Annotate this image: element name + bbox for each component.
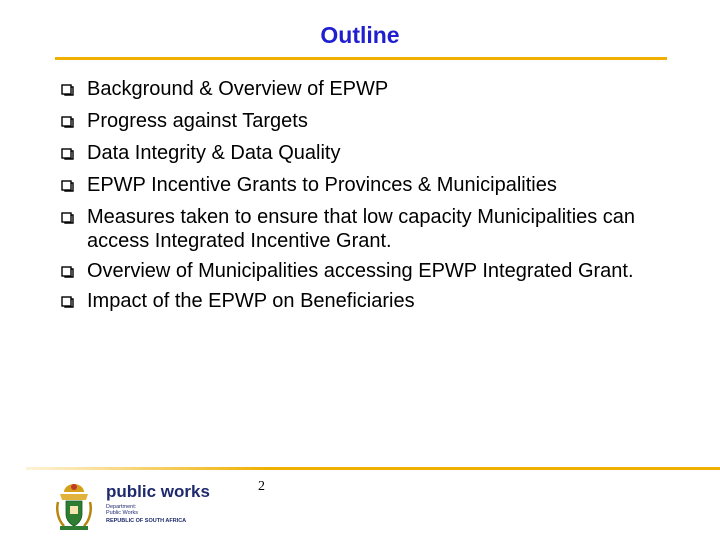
hollow-square-bullet-icon <box>61 147 74 160</box>
list-item-text: Impact of the EPWP on Beneficiaries <box>87 290 415 312</box>
hollow-square-bullet-icon <box>61 115 74 128</box>
logo-country: REPUBLIC OF SOUTH AFRICA <box>106 518 187 524</box>
slide-title: Outline <box>320 22 400 48</box>
logo-department: Department: <box>106 504 137 510</box>
list-item-text: Data Integrity & Data Quality <box>87 142 341 164</box>
list-item-text: Overview of Municipalities accessing EPWP Integrated Grant. <box>87 260 634 282</box>
title-divider <box>55 57 667 60</box>
hollow-square-bullet-icon <box>61 83 74 96</box>
hollow-square-bullet-icon <box>61 265 74 278</box>
logo-unit: Public Works <box>106 510 138 516</box>
logo-name: public works <box>106 482 210 501</box>
list-item <box>62 173 702 197</box>
list-item <box>62 109 702 133</box>
list-item <box>62 205 702 253</box>
list-item <box>62 259 702 283</box>
hollow-square-bullet-icon <box>61 295 74 308</box>
hollow-square-bullet-icon <box>61 211 74 224</box>
list-item <box>62 289 702 313</box>
coat-of-arms-icon <box>50 480 98 532</box>
list-item <box>62 77 702 101</box>
list-item-text: EPWP Incentive Grants to Provinces & Municipalities <box>87 174 557 196</box>
list-item-text: Measures taken to ensure that low capacity Municipalities can access Integrated Incentive Grant. <box>87 206 636 252</box>
list-item <box>62 141 702 165</box>
list-item-text: Background & Overview of EPWP <box>87 78 389 100</box>
list-item-text: Progress against Targets <box>87 110 308 132</box>
public-works-logo <box>50 480 210 532</box>
hollow-square-bullet-icon <box>61 179 74 192</box>
outline-list <box>62 77 702 319</box>
page-number: 2 <box>258 479 265 494</box>
footer-divider <box>26 467 720 470</box>
